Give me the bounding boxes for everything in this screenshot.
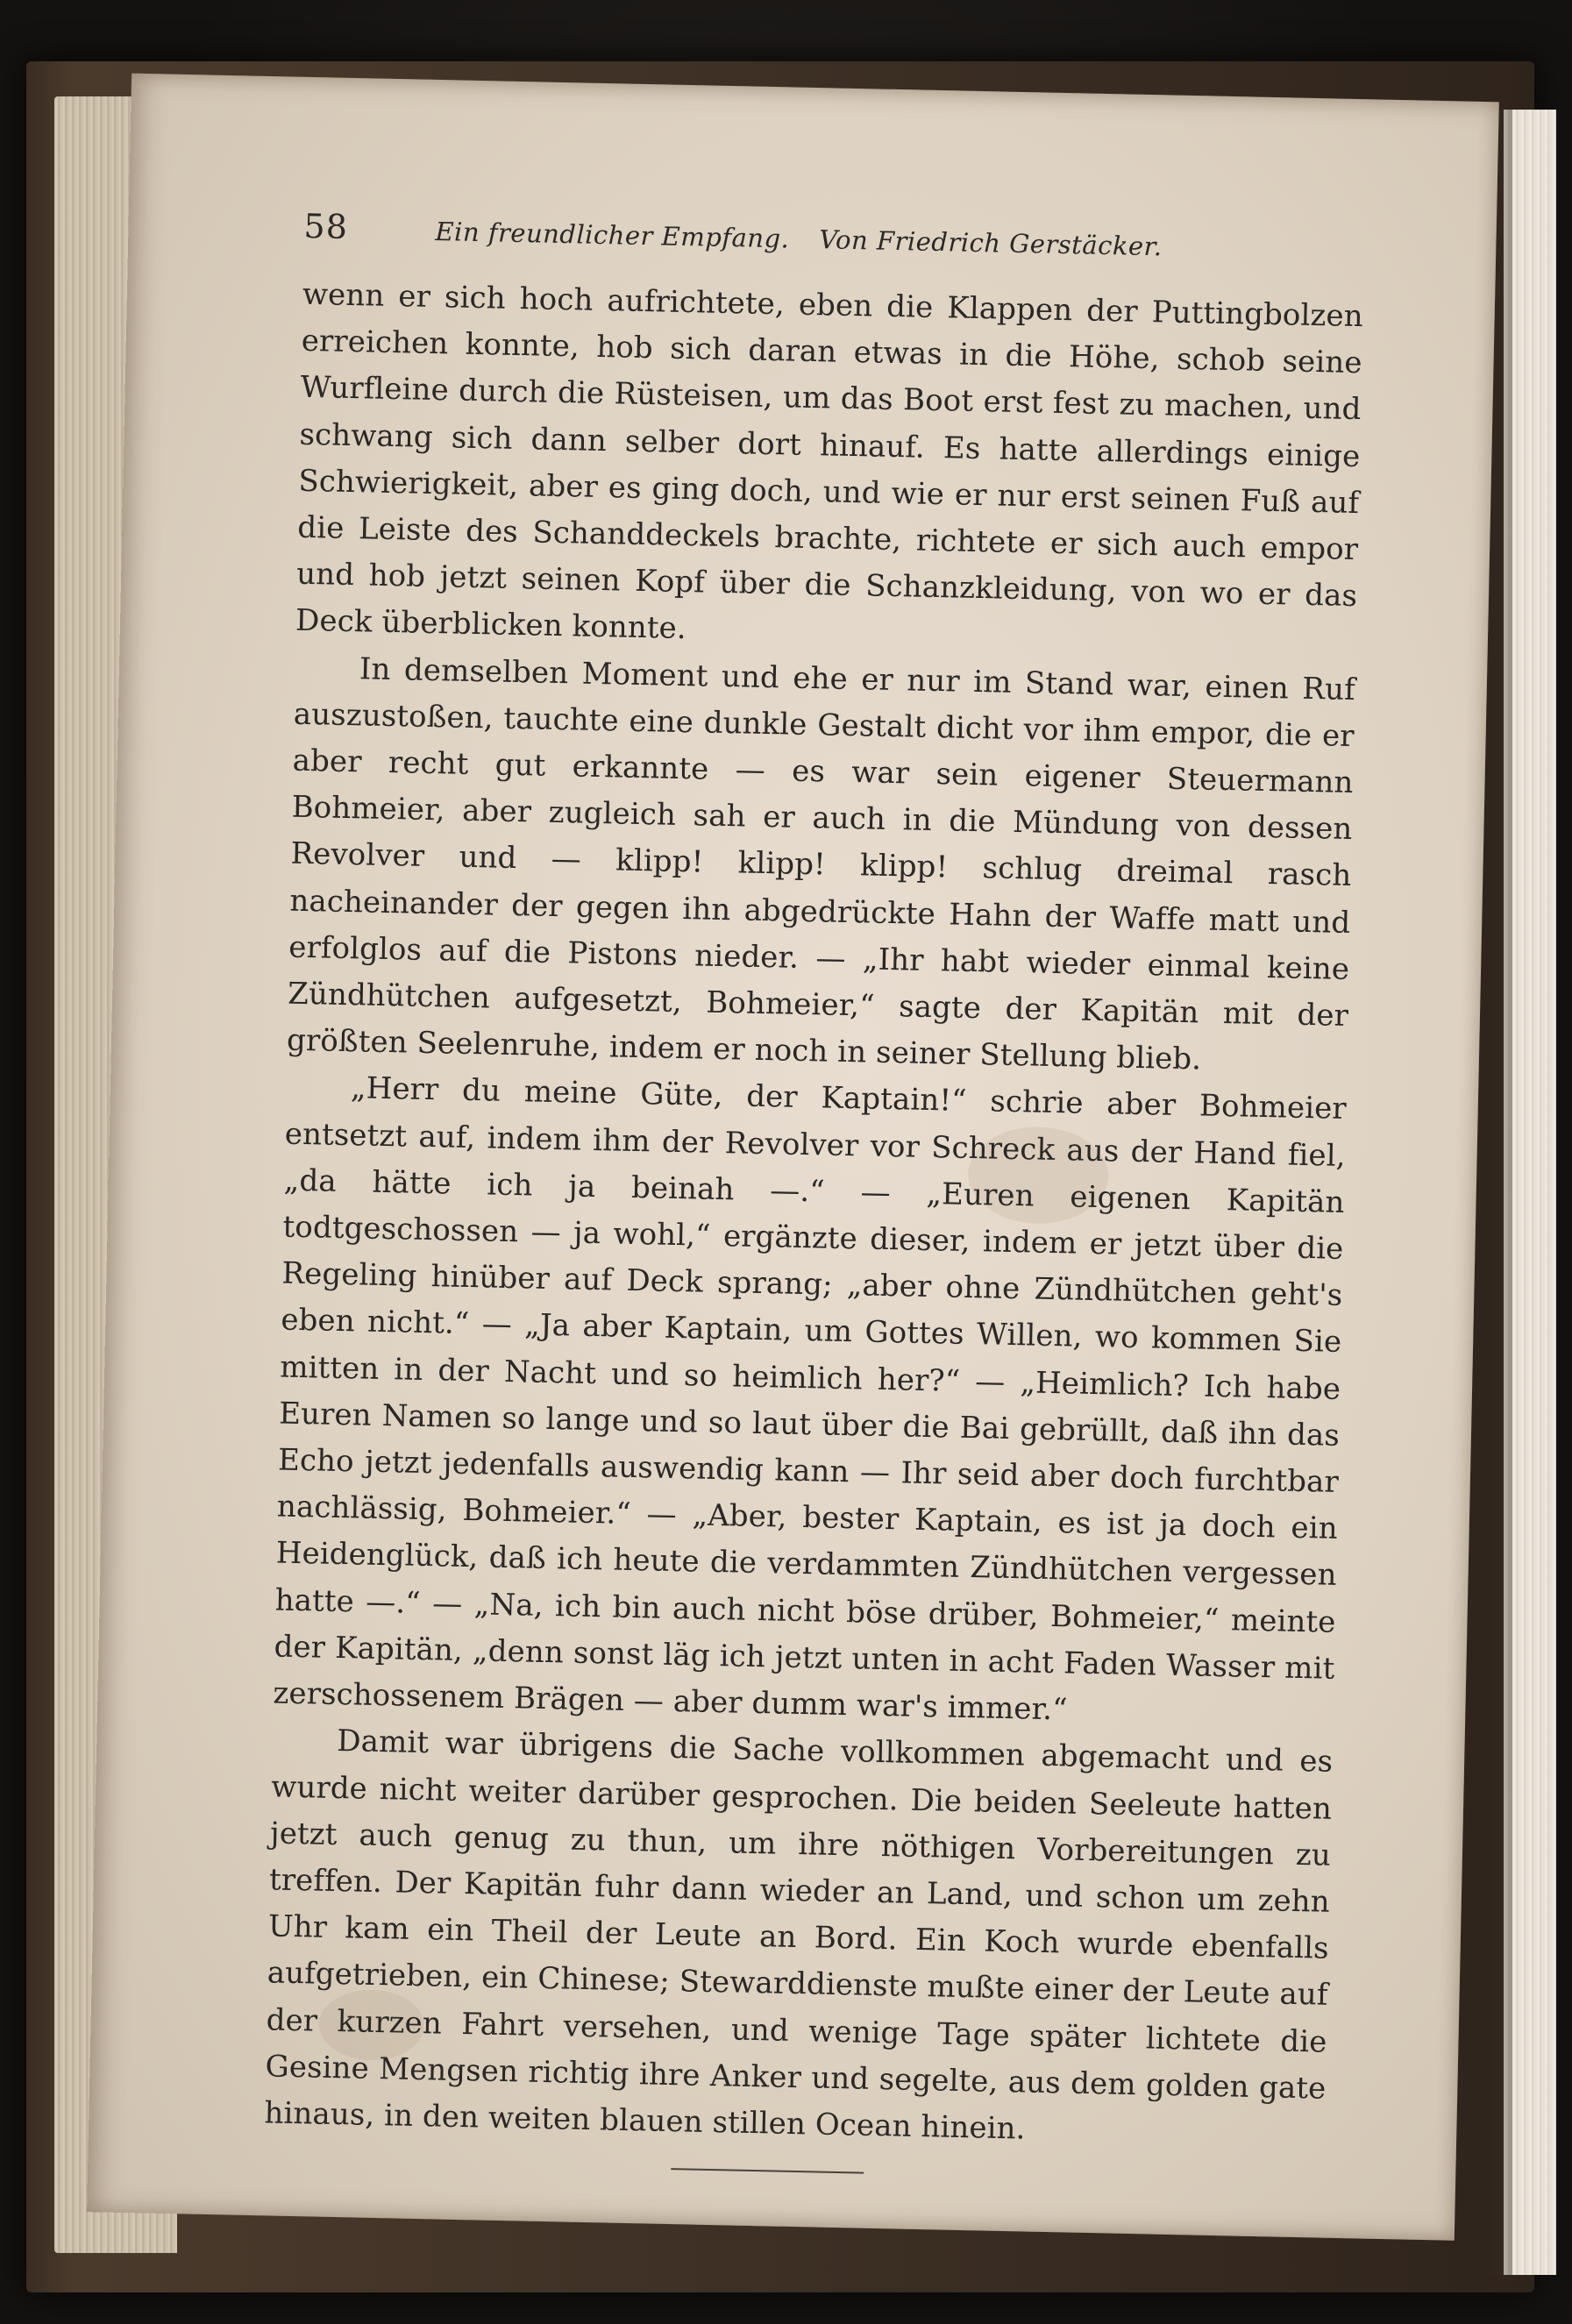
running-header xyxy=(303,207,1365,281)
page-text-block xyxy=(263,207,1364,2184)
paragraph: In demselben Moment und ehe er nur im Stand war, einen Ruf auszustoßen, tauchte eine dunkle Gestalt dicht vor ihm empor, die er aber recht gut erkannte — es war sein eigener Steuermann Bohmeier, aber zugleich sah er auch in die Mündung von dessen Revolver und — klipp! klipp! klipp! schlug dreimal rasch nacheinander der gegen ihn abgedrückte Hahn der Waffe matt und erfolglos auf die Pistons nieder. — „Ihr habt wieder einmal keine Zündhütchen aufgesetzt, Bohmeier,“ sagte der Kapitän mit der größten Seelenruhe, indem er noch in seiner Stellung blieb. xyxy=(286,650,1356,1077)
paragraph: Damit war übrigens die Sache vollkommen abgemacht und es wurde nicht weiter darüber gesprochen. Die beiden Seeleute hatten jetzt auch genug zu thun, um ihre nöthigen Vorbereitungen zu treffen. Der Kapitän fuhr dann wieder an Land, und schon um zehn Uhr kam ein Theil der Leute an Bord. Ein Koch wurde ebenfalls aufgetrieben, ein Chinese; Stewarddienste mußte einer der Leute auf der kurzen Fahrt versehen, und wenige Tage später lichtete die Gesine Mengsen richtig ihre Anker und segelte, aus dem golden gate hinaus, in den weiten blauen stillen Ocean hinein. xyxy=(264,1723,1334,2147)
book-page xyxy=(87,74,1499,2241)
running-author: Von Friedrich Gerstäcker. xyxy=(818,224,1163,262)
paragraph-continuation: wenn er sich hoch aufrichtete, eben die Klappen der Puttingbolzen erreichen konnte, hob sich daran etwas in die Höhe, schob seine Wurfleine durch die Rüsteisen, um das Boot erst fest zu machen, und schwang sich dann selber dort hinauf. Es hatte allerdings einige Schwierigkeit, aber es ging doch, und wie er nur erst seinen Fuß auf die Leiste des Schanddeckels brachte, richtete er sich auch empor und hob jetzt seinen Kopf über die Schanzkleidung, von wo er das Deck überblicken konnte. xyxy=(295,276,1364,647)
page-number: 58 xyxy=(303,206,349,246)
paragraph: „Herr du meine Güte, der Kaptain!“ schrie aber Bohmeier entsetzt auf, indem ihm der Revolver vor Schreck aus der Hand fiel, „da hätte ich ja beinah —.“ — „Euren eigenen Kapitän todtgeschossen — ja wohl,“ ergänzte dieser, indem er jetzt über die Regeling hinüber auf Deck sprang; „aber ohne Zündhütchen geht's eben nicht.“ — „Ja aber Kaptain, um Gottes Willen, wo kommen Sie mitten in der Nacht und so heimlich her?“ — „Heimlich? Ich habe Euren Namen so lange und so laut über die Bai gebrüllt, daß ihn das Echo jetzt jedenfalls auswendig kann — Ihr seid aber doch furchtbar nachlässig, Bohmeier.“ — „Aber, bester Kaptain, es ist ja doch ein Heidenglück, daß ich heute die verdammten Zündhütchen vergessen hatte —.“ — „Na, ich bin auch nicht böse drüber, Bohmeier,“ meinte der Kapitän, „denn sonst läg ich jetzt unten in acht Faden Wasser mit zerschossenem Brägen — aber dumm war's immer.“ xyxy=(273,1070,1348,1728)
running-title: Ein freundlicher Empfang. xyxy=(435,216,790,254)
chapter-end-rule xyxy=(671,2168,864,2174)
